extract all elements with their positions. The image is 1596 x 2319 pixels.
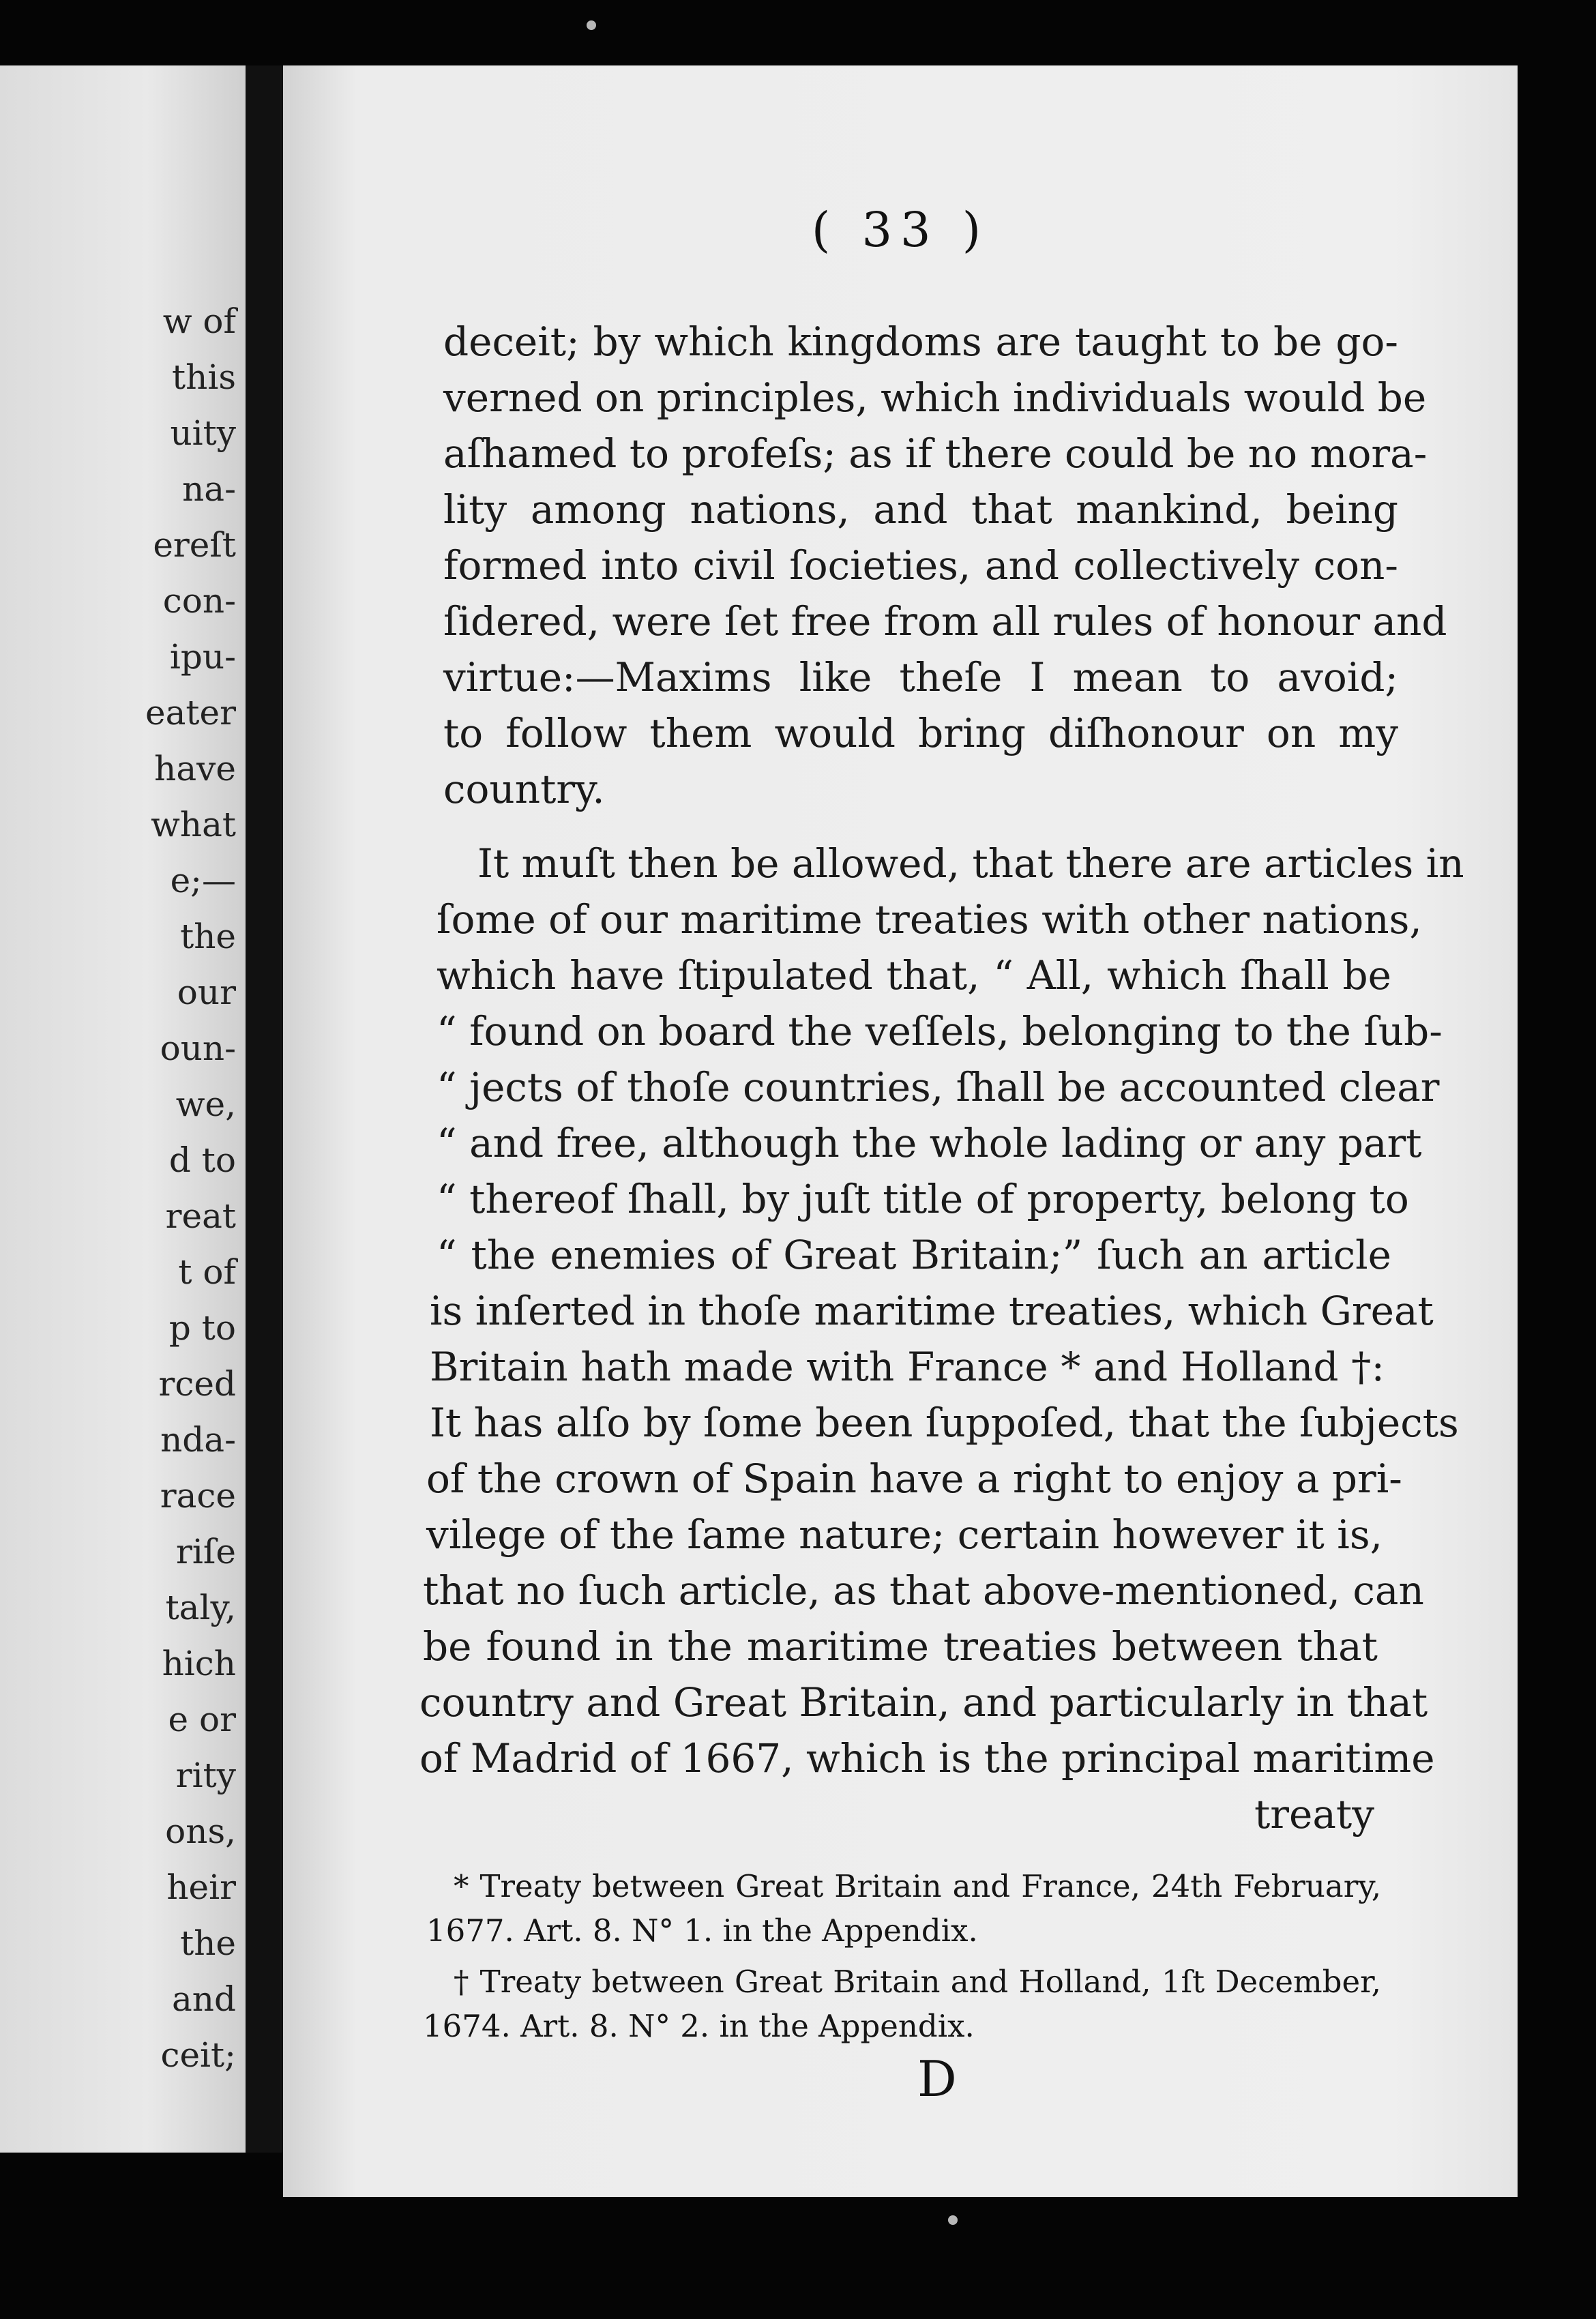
paragraph-2-line: of Madrid of 1667, which is the principal maritime bbox=[419, 1735, 1435, 1782]
paragraph-2-line: ſome of our maritime treaties with other nations, bbox=[437, 896, 1422, 943]
paragraph-2-line: “ and free, although the whole lading or any part bbox=[437, 1120, 1422, 1166]
left-page-line: p to bbox=[168, 1308, 236, 1348]
paragraph-2-line: “ the enemies of Great Britain;” ſuch an article bbox=[437, 1232, 1391, 1278]
left-page-line: taly, bbox=[165, 1588, 236, 1627]
paragraph-2-line: be found in the maritime treaties between that bbox=[423, 1623, 1378, 1670]
footnote-line: * Treaty between Great Britain and France, 24th February, bbox=[454, 1868, 1381, 1904]
left-page-line: have bbox=[154, 749, 236, 788]
left-page-line: hich bbox=[162, 1644, 236, 1683]
left-page-line: e or bbox=[168, 1700, 236, 1739]
left-page-line: and bbox=[171, 1979, 236, 2019]
catchword: treaty bbox=[1254, 1791, 1374, 1837]
paragraph-2-line: country and Great Britain, and particularly in that bbox=[419, 1679, 1428, 1726]
footnote-line: † Treaty between Great Britain and Holland, 1ſt December, bbox=[454, 1964, 1381, 2000]
left-page-line: what bbox=[151, 805, 236, 844]
speck-mark bbox=[948, 2215, 958, 2225]
paragraph-1-line: aſhamed to profeſs; as if there could be no mora- bbox=[443, 430, 1428, 477]
paragraph-2-line: “ jects of thoſe countries, ſhall be accounted clear bbox=[437, 1064, 1440, 1110]
left-page-line: ereſt bbox=[153, 525, 236, 565]
paragraph-2-line: “ thereof ſhall, by juſt title of property, belong to bbox=[437, 1176, 1409, 1222]
paragraph-1-line: ſidered, were ſet free from all rules of honour and bbox=[443, 598, 1447, 645]
footnote-line: 1677. Art. 8. N° 1. in the Appendix. bbox=[426, 1912, 978, 1949]
paragraph-2-line: It has alſo by ſome been ſuppoſed, that the ſubjects bbox=[430, 1400, 1459, 1446]
left-page-line: t of bbox=[178, 1252, 236, 1292]
left-page-line: race bbox=[160, 1476, 236, 1516]
paragraph-1-line: verned on principles, which individuals would be bbox=[443, 374, 1427, 421]
left-page-line: e;— bbox=[170, 861, 236, 900]
left-page-line: ipu- bbox=[169, 637, 236, 677]
paragraph-1-line: virtue:—Maxims like theſe I mean to avoid; bbox=[443, 654, 1398, 700]
paragraph-1-line: lity among nations, and that mankind, being bbox=[443, 486, 1398, 533]
page-number: ( 33 ) bbox=[811, 202, 990, 258]
left-page-line: con- bbox=[162, 581, 236, 621]
book-gutter bbox=[246, 65, 283, 2153]
left-page-line: the bbox=[180, 917, 236, 956]
left-page-line: nda- bbox=[160, 1420, 236, 1460]
left-page-line: oun- bbox=[160, 1029, 236, 1068]
paragraph-2-line: that no ſuch article, as that above-mentioned, can bbox=[423, 1567, 1424, 1614]
left-page-line: our bbox=[177, 973, 236, 1012]
paragraph-2-line: Britain hath made with France * and Holland †: bbox=[430, 1344, 1385, 1390]
left-page-line: riſe bbox=[176, 1532, 236, 1571]
paragraph-2-line: of the crown of Spain have a right to enjoy a pri- bbox=[426, 1456, 1402, 1502]
paragraph-2-line: It muſt then be allowed, that there are articles in bbox=[477, 840, 1464, 887]
paragraph-2-line: vilege of the ſame nature; certain however it is, bbox=[426, 1511, 1383, 1558]
paragraph-2-line: is inſerted in thoſe maritime treaties, which Great bbox=[430, 1288, 1434, 1334]
paragraph-1-line: to follow them would bring diſhonour on my bbox=[443, 710, 1398, 756]
left-page-line: rity bbox=[175, 1756, 236, 1795]
paragraph-1-line: formed into civil ſocieties, and collectively con- bbox=[443, 542, 1398, 589]
left-page-line: w of bbox=[162, 301, 236, 341]
paragraph-1-line: country. bbox=[443, 766, 605, 812]
right-page bbox=[283, 65, 1518, 2197]
left-page bbox=[0, 65, 246, 2153]
left-page-line: na- bbox=[182, 469, 236, 509]
left-page-line: uity bbox=[170, 413, 236, 453]
footnote-line: 1674. Art. 8. N° 2. in the Appendix. bbox=[423, 2008, 975, 2044]
left-page-line: heir bbox=[166, 1867, 236, 1907]
left-page-line: d to bbox=[168, 1140, 236, 1180]
left-page-line: ons, bbox=[165, 1812, 236, 1851]
left-page-line: the bbox=[180, 1923, 236, 1963]
left-page-line: we, bbox=[175, 1084, 236, 1124]
left-page-line: ceit; bbox=[160, 2035, 236, 2075]
speck-mark bbox=[587, 20, 596, 30]
paragraph-2-line: “ found on board the veſſels, belonging to the ſub- bbox=[437, 1008, 1443, 1054]
left-page-line: rced bbox=[158, 1364, 236, 1404]
signature-mark: D bbox=[917, 2050, 957, 2108]
paragraph-1-line: deceit; by which kingdoms are taught to be go- bbox=[443, 319, 1398, 365]
left-page-line: eater bbox=[145, 693, 236, 733]
paragraph-2-line: which have ſtipulated that, “ All, which ſhall be bbox=[437, 952, 1391, 999]
left-page-line: this bbox=[172, 357, 236, 397]
left-page-line: reat bbox=[165, 1196, 236, 1236]
